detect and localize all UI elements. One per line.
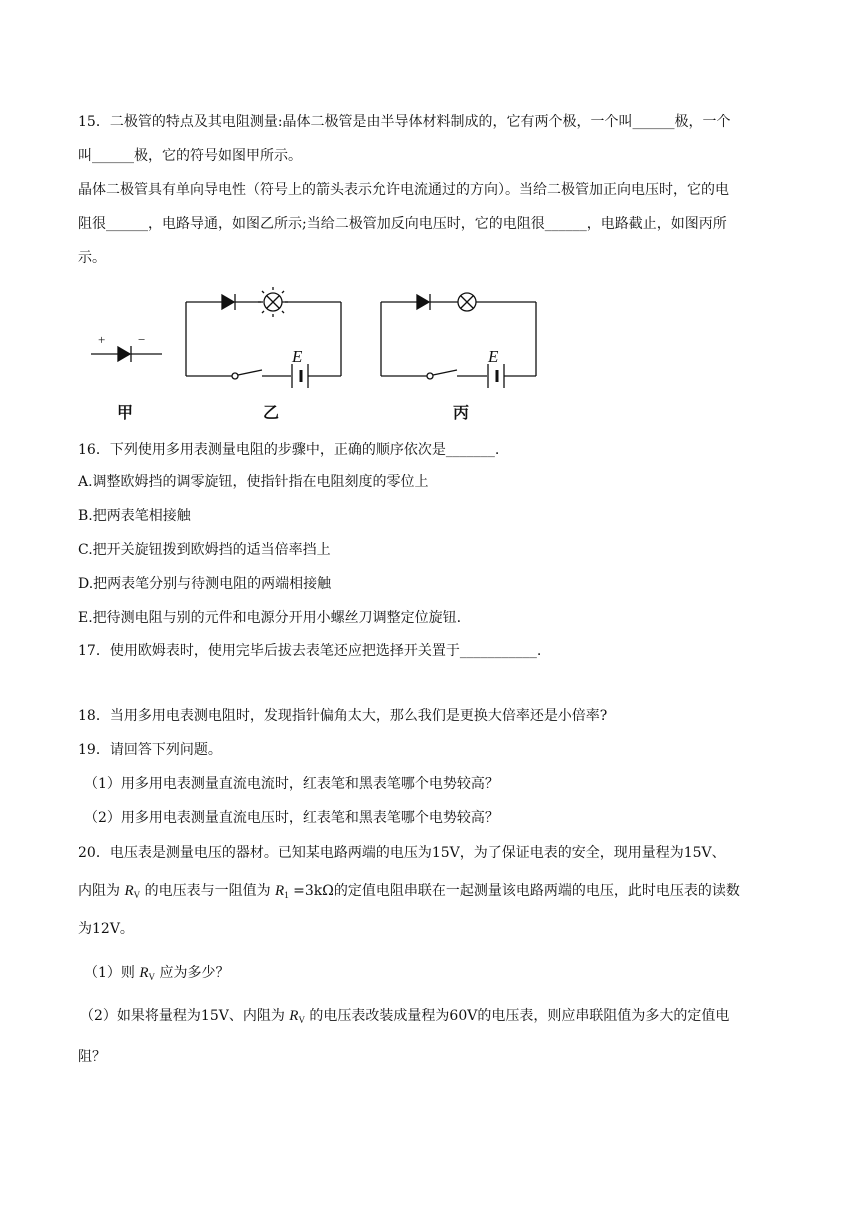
circuit-yi: [186, 287, 341, 388]
diode-symbol-jia: [91, 346, 162, 362]
q15-line-5: 示。: [78, 250, 106, 266]
rv-symbol: $R_V$: [124, 883, 141, 900]
q17-stem: 17．使用欧姆表时，使用完毕后拔去表笔还应把选择开关置于___________.: [78, 643, 542, 659]
diode-icon: [417, 295, 429, 309]
circuit-bing: [381, 293, 536, 388]
diode-icon: [222, 295, 234, 309]
q16-option-b: B.把两表笔相接触: [78, 508, 191, 524]
minus-sign: −: [138, 332, 146, 347]
q16-stem: 16．下列使用多用表测量电阻的步骤中，正确的顺序依次是_______.: [78, 442, 500, 458]
rv-symbol: $R_V$: [139, 965, 156, 982]
q16-option-d: D.把两表笔分别与待测电阻的两端相接触: [78, 576, 332, 592]
q20-line-3: 为12V。: [78, 921, 134, 937]
q15-line-1: 15．二极管的特点及其电阻测量:晶体二极管是由半导体材料制成的，它有两个极，一个叫______极，一个: [78, 114, 731, 130]
q16-option-c: C.把开关旋钮拨到欧姆挡的适当倍率挡上: [78, 542, 331, 558]
q16-option-e: E.把待测电阻与别的元件和电源分开用小螺丝刀调整定位旋钮.: [78, 610, 462, 626]
q15-line-3: 晶体二极管具有单向导电性（符号上的箭头表示允许电流通过的方向）。当给二极管加正向电压时，它的电: [78, 182, 729, 198]
switch-icon: [427, 373, 433, 379]
q20-part-1: （1）则 $R_V$ 应为多少？: [84, 965, 230, 982]
plus-sign: +: [98, 332, 106, 347]
figure-label-bing: 丙: [453, 403, 470, 422]
emf-label-bing: E: [488, 347, 499, 366]
figure-label-jia: 甲: [117, 403, 134, 422]
q15-line-4: 阻很______，电路导通，如图乙所示;当给二极管加反向电压时，它的电阻很______，电路截止，如图丙所: [78, 216, 727, 232]
q19-part-1: （1）用多用电表测量直流电流时，红表笔和黑表笔哪个电势较高？: [84, 776, 499, 792]
q20-line-2: 内阻为 $R_V$ 的电压表与一阻值为 $R_1 =3k\Omega$的定值电阻串联在一起测量该电路两端的电压，此时电压表的读数: [78, 883, 740, 900]
figure-label-yi: 乙: [263, 403, 280, 422]
q18-stem: 18．当用多用电表测电阻时，发现指针偏角太大，那么我们是更换大倍率还是小倍率?: [78, 708, 608, 724]
emf-label-yi: E: [292, 347, 303, 366]
q20-part-2: （2）如果将量程为15V、内阻为 $R_V$ 的电压表改装成量程为60V的电压表，则应串联阻值为多大的定值电: [80, 1008, 730, 1025]
q15-line-2: 叫______极，它的符号如图甲所示。: [78, 148, 302, 164]
q19-part-2: （2）用多用电表测量直流电压时，红表笔和黑表笔哪个电势较高？: [84, 810, 499, 826]
q20-line-1: 20．电压表是测量电压的器材。已知某电路两端的电压为15V，为了保证电表的安全，现用量程为15V、: [78, 845, 726, 861]
q20-part-2-cont: 阻？: [78, 1049, 106, 1065]
r1-symbol: $R_1$: [275, 883, 289, 900]
switch-icon: [232, 373, 238, 379]
rv-symbol: $R_V$: [289, 1008, 305, 1025]
q19-stem: 19．请回答下列问题。: [78, 742, 222, 758]
q16-option-a: A.调整欧姆挡的调零旋钮，使指针指在电阻刻度的零位上: [78, 474, 429, 490]
